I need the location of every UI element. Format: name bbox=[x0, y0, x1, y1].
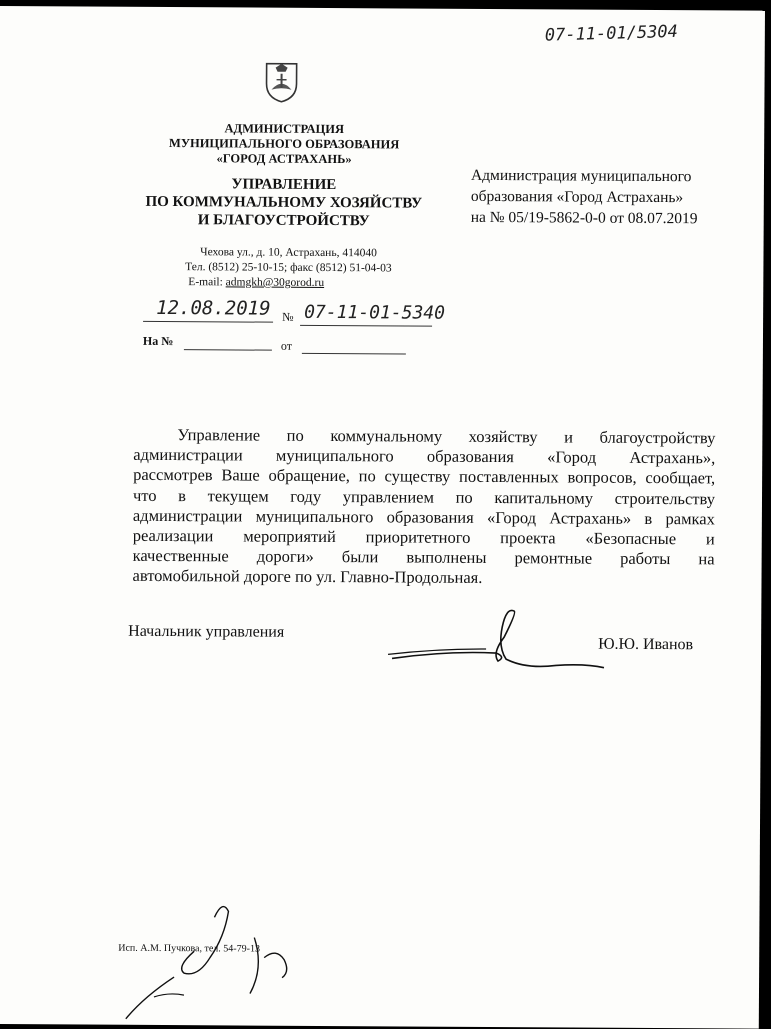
body-line: рассмотрев Ваше обращение, по существу поставленных вопросов, сообщает, bbox=[133, 465, 716, 488]
body-line: автомобильной дороге по ул. Главно-Продольная. bbox=[132, 566, 483, 588]
body-line: качественные дороги» были выполнены ремонтные работы на bbox=[132, 546, 715, 569]
registration-date: 12.08.2019 bbox=[156, 296, 271, 320]
dept-line-1: УПРАВЛЕНИЕ bbox=[231, 176, 337, 194]
from-label: от bbox=[280, 338, 293, 353]
phones: Тел. (8512) 25-10-15; факс (8512) 51-04-03 bbox=[185, 261, 392, 275]
dept-line-3: И БЛАГОУСТРОЙСТВУ bbox=[197, 212, 370, 230]
body-line: администрации муниципального образования «Город Астрахань» в рамках bbox=[132, 505, 715, 529]
registration-stamp: 07-11-01/5304 bbox=[544, 21, 679, 46]
handwritten-initials bbox=[114, 897, 305, 1028]
department-name bbox=[134, 175, 434, 231]
handwritten-signature bbox=[386, 606, 606, 677]
org-line-3: «ГОРОД АСТРАХАНЬ» bbox=[216, 151, 352, 167]
letter-body bbox=[132, 425, 715, 590]
date-underline bbox=[143, 321, 273, 323]
dept-line-2: ПО КОММУНАЛЬНОМУ ХОЗЯЙСТВУ bbox=[145, 193, 423, 212]
body-line: Управление по коммунальному хозяйству и благоустройству bbox=[177, 425, 716, 448]
number-label: № bbox=[282, 309, 294, 324]
ref-label: На № bbox=[142, 333, 174, 349]
email-link[interactable]: admgkh@30gorod.ru bbox=[225, 276, 325, 289]
addressee bbox=[471, 165, 741, 230]
addressee-line-1: Администрация муниципального bbox=[470, 166, 692, 186]
signatory-position: Начальник управления bbox=[128, 622, 285, 641]
org-line-1: АДМИНИСТРАЦИЯ bbox=[224, 121, 345, 137]
body-line: администрации муниципального образования «Город Астрахань», bbox=[133, 445, 716, 468]
signatory-name: Ю.Ю. Иванов bbox=[598, 635, 694, 654]
executor-info: Исп. А.М. Пучкова, тел. 54-79-13 bbox=[118, 942, 260, 955]
body-line: что в текущем году управлением по капитальному строительству bbox=[132, 485, 716, 508]
org-line-2: МУНИЦИПАЛЬНОГО ОБРАЗОВАНИЯ bbox=[168, 136, 400, 152]
org-name bbox=[134, 121, 434, 168]
addressee-line-3: на № 05/19-5862-0-0 от 08.07.2019 bbox=[470, 208, 698, 228]
ref-underline bbox=[184, 349, 272, 351]
addressee-line-2: образования «Город Астрахань» bbox=[470, 187, 684, 207]
letter-page bbox=[0, 6, 765, 1029]
from-underline bbox=[302, 353, 406, 355]
body-line: реализации мероприятий приоритетного проекта «Безопасные и bbox=[132, 525, 715, 549]
coat-of-arms-icon bbox=[262, 60, 300, 104]
email-label: E-mail: bbox=[188, 276, 223, 289]
email-line bbox=[158, 275, 418, 292]
number-underline bbox=[300, 325, 432, 327]
registration-number: 07-11-01-5340 bbox=[304, 301, 446, 324]
address: Чехова ул., д. 10, Астрахань, 414040 bbox=[200, 246, 377, 260]
contact-block bbox=[158, 245, 418, 292]
